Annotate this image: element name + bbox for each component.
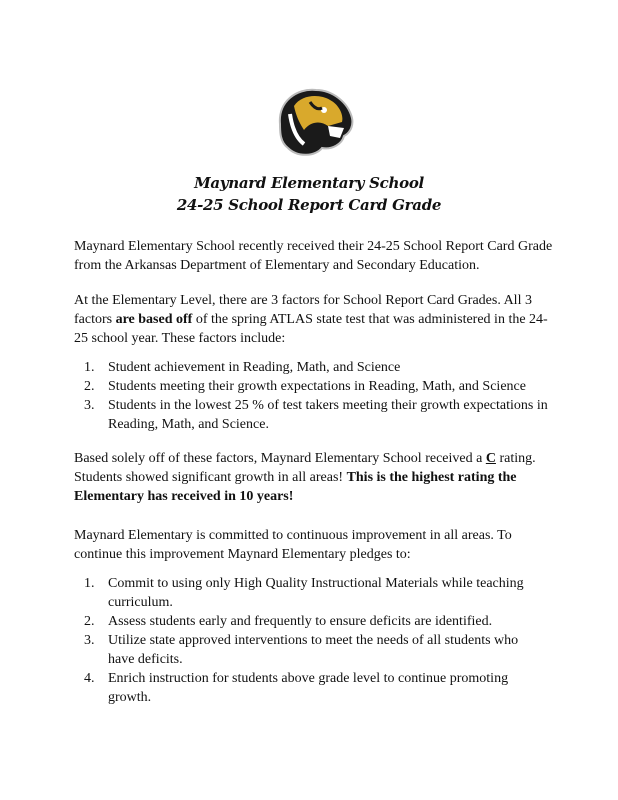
pledges-list: [74, 574, 544, 707]
bold-text: are based off: [115, 312, 193, 327]
list-item: [74, 396, 554, 434]
list-number: 4.: [84, 671, 95, 686]
list-item: [74, 669, 544, 707]
title-school: Maynard Elementary School: [194, 174, 424, 192]
list-number: 1.: [84, 360, 95, 375]
list-item: [74, 574, 544, 612]
text: At the Elementary Level, there are 3 factors for School Report Card Grades. All 3 factors: [74, 293, 532, 327]
list-number: 3.: [84, 633, 95, 648]
list-number: 2.: [84, 614, 95, 629]
text: rating. Students showed significant growth in all areas!: [74, 451, 536, 485]
list-item: [74, 377, 554, 396]
text: Based solely off of these factors, Maynard Elementary School received a: [74, 451, 486, 466]
grade-value: C: [485, 451, 496, 466]
list-text: Students meeting their growth expectations in Reading, Math, and Science: [108, 379, 526, 394]
list-number: 3.: [84, 398, 95, 413]
title-subtitle: 24-25 School Report Card Grade: [176, 196, 442, 214]
list-number: 2.: [84, 379, 95, 394]
list-text: Enrich instruction for students above grade level to continue promoting growth.: [108, 671, 509, 705]
list-text: Assess students early and frequently to ensure deficits are identified.: [108, 614, 493, 629]
list-item: [74, 612, 544, 631]
intro-paragraph: Maynard Elementary School recently received their 24-25 School Report Card Grade from the Arkansas Department of Elementary and Secondary Education.: [74, 239, 553, 273]
rating-paragraph: [74, 449, 544, 506]
list-item: [74, 358, 554, 377]
document-title: [0, 172, 618, 216]
list-item: [74, 631, 544, 669]
factors-paragraph: [74, 291, 554, 348]
commitment-paragraph: Maynard Elementary is committed to continuous improvement in all areas. To continue this improvement Maynard Elementary pledges to:: [74, 528, 512, 562]
tiger-logo: [270, 84, 356, 160]
factors-list: [74, 358, 554, 434]
list-text: Student achievement in Reading, Math, and Science: [108, 360, 401, 375]
list-text: Students in the lowest 25 % of test takers meeting their growth expectations in Reading, Math, and Science.: [108, 398, 548, 432]
list-text: Commit to using only High Quality Instructional Materials while teaching curriculum.: [108, 576, 524, 610]
text: of the spring ATLAS state test that was administered in the 24-25 school year. These factors include:: [74, 312, 548, 346]
bold-text: This is the highest rating the Elementary has received in 10 years!: [74, 470, 517, 504]
list-text: Utilize state approved interventions to meet the needs of all students who have deficits.: [108, 633, 519, 667]
list-number: 1.: [84, 576, 95, 591]
